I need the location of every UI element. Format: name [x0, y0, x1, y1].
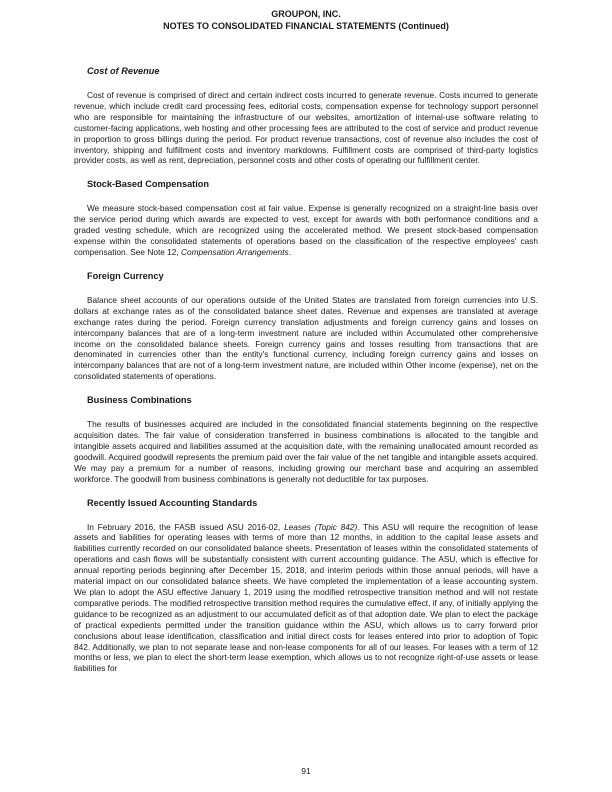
section-paragraph: Cost of revenue is comprised of direct and certain indirect costs incurred to generate revenue. Costs incurred to generate revenue, which include credit card processing fees, editorial costs, compensation expense for technology support personnel who are responsible for maintaining the infrastructure of our websites, amortization of internal-use software relating to customer-facing applications, web hosting and other processing fees are attributed to the cost of service and product revenue in proportion to gross billings during the period. For product revenue transactions, cost of revenue also includes the cost of inventory, shipping and fulfillment costs and inventory markdowns. Fulfillment costs are comprised of third-party logistics provider costs, as well as rent, depreciation, personnel costs and other costs of operating our fulfillment center. [74, 90, 538, 166]
section-heading: Foreign Currency [87, 270, 164, 281]
paragraph-italic-reference: Compensation Arrangements [181, 246, 289, 257]
section-cost-of-revenue [74, 66, 538, 166]
section-stock-based-compensation [74, 179, 538, 258]
section-paragraph: The results of businesses acquired are included in the consolidated financial statements beginning on the respective acquisition dates. The fair value of consideration transferred in business combinations is allocated to the tangible and intangible assets acquired and liabilities assumed at the acquisition date, with the remaining unallocated amount recorded as goodwill. Acquired goodwill represents the premium paid over the fair value of the net tangible and intangible assets acquired. We may pay a premium for a number of reasons, including growing our merchant base and acquiring an assembled workforce. The goodwill from business combinations is generally not deductible for tax purposes. [74, 419, 538, 484]
company-name: GROUPON, INC. [271, 9, 341, 19]
page-header [0, 9, 612, 32]
page-number: 91 [301, 766, 311, 776]
section-paragraph: Balance sheet accounts of our operations outside of the United States are translated from foreign currencies into U.S. dollars at exchange rates as of the consolidated balance sheet dates. Revenue and expenses are translated at average exchange rates during the period. Foreign currency translation adjustments and foreign currency gains and losses on intercompany balances that are of a long-term investment nature are included within Accumulated other comprehensive income on the consolidated balance sheets. Foreign currency gains and losses resulting from transactions that are denominated in currencies other than the entity's functional currency, including foreign currency gains and losses on intercompany balances that are not of a long-term investment nature, are included within Other income (expense), net on the consolidated statements of operations. [74, 294, 538, 382]
section-heading: Recently Issued Accounting Standards [87, 497, 258, 508]
page-body [74, 66, 538, 687]
section-recent-accounting-standards [74, 498, 538, 675]
section-heading: Business Combinations [87, 395, 192, 406]
paragraph-text: We measure stock-based compensation cost at fair value. Expense is generally recognized on a straight-line basis over the service period during which awards are expected to vest, except for awards with both performance conditions and a graded vesting schedule, which are recognized using the accelerated method. We present stock-based compensation expense within the consolidated statements of operations based on the classification of the respective employees' cash compensation. See Note 12, [74, 203, 538, 257]
section-paragraph [74, 203, 538, 258]
paragraph-text: . [288, 246, 291, 257]
section-heading: Stock-Based Compensation [87, 179, 210, 190]
section-business-combinations [74, 395, 538, 484]
paragraph-text: In February 2016, the FASB issued ASU 2016-02, [87, 521, 285, 532]
paragraph-text: . This ASU will require the recognition of lease assets and liabilities for operating leases with terms of more than 12 months, in addition to the capital lease assets and liabilities currently recorded on our consolidated balance sheets. Presentation of leases within the consolidated statements of operations and cash flows will be substantially consistent with current accounting guidance. The ASU, which is effective for annual reporting periods beginning after December 15, 2018, and interim periods within those annual periods, will have a material impact on our consolidated balance sheets. We have completed the implementation of a lease accounting system. We plan to adopt the ASU effective January 1, 2019 using the modified retrospective transition method and will not restate comparative periods. The modified retrospective transition method requires the cumulative effect, if any, of initially applying the guidance to be recognized as an adjustment to our accumulated deficit as of that adoption date. We plan to elect the package of practical expedients permitted under the transition guidance within the ASU, which allows us to carry forward prior conclusions about lease identification, classification and initial direct costs for leases entered into prior to adoption of Topic 842. Additionally, we plan to not separate lease and non-lease components for all of our leases. For leases with a term of 12 months or less, we plan to elect the short-term lease exemption, which allows us to not recognize right-of-use assets or lease liabilities for [74, 521, 538, 674]
section-foreign-currency [74, 271, 538, 382]
section-heading: Cost of Revenue [87, 66, 160, 76]
paragraph-italic-reference: Leases (Topic 842) [284, 521, 358, 532]
section-paragraph [74, 522, 538, 675]
document-subtitle: NOTES TO CONSOLIDATED FINANCIAL STATEMENTS (Continued) [163, 20, 449, 31]
